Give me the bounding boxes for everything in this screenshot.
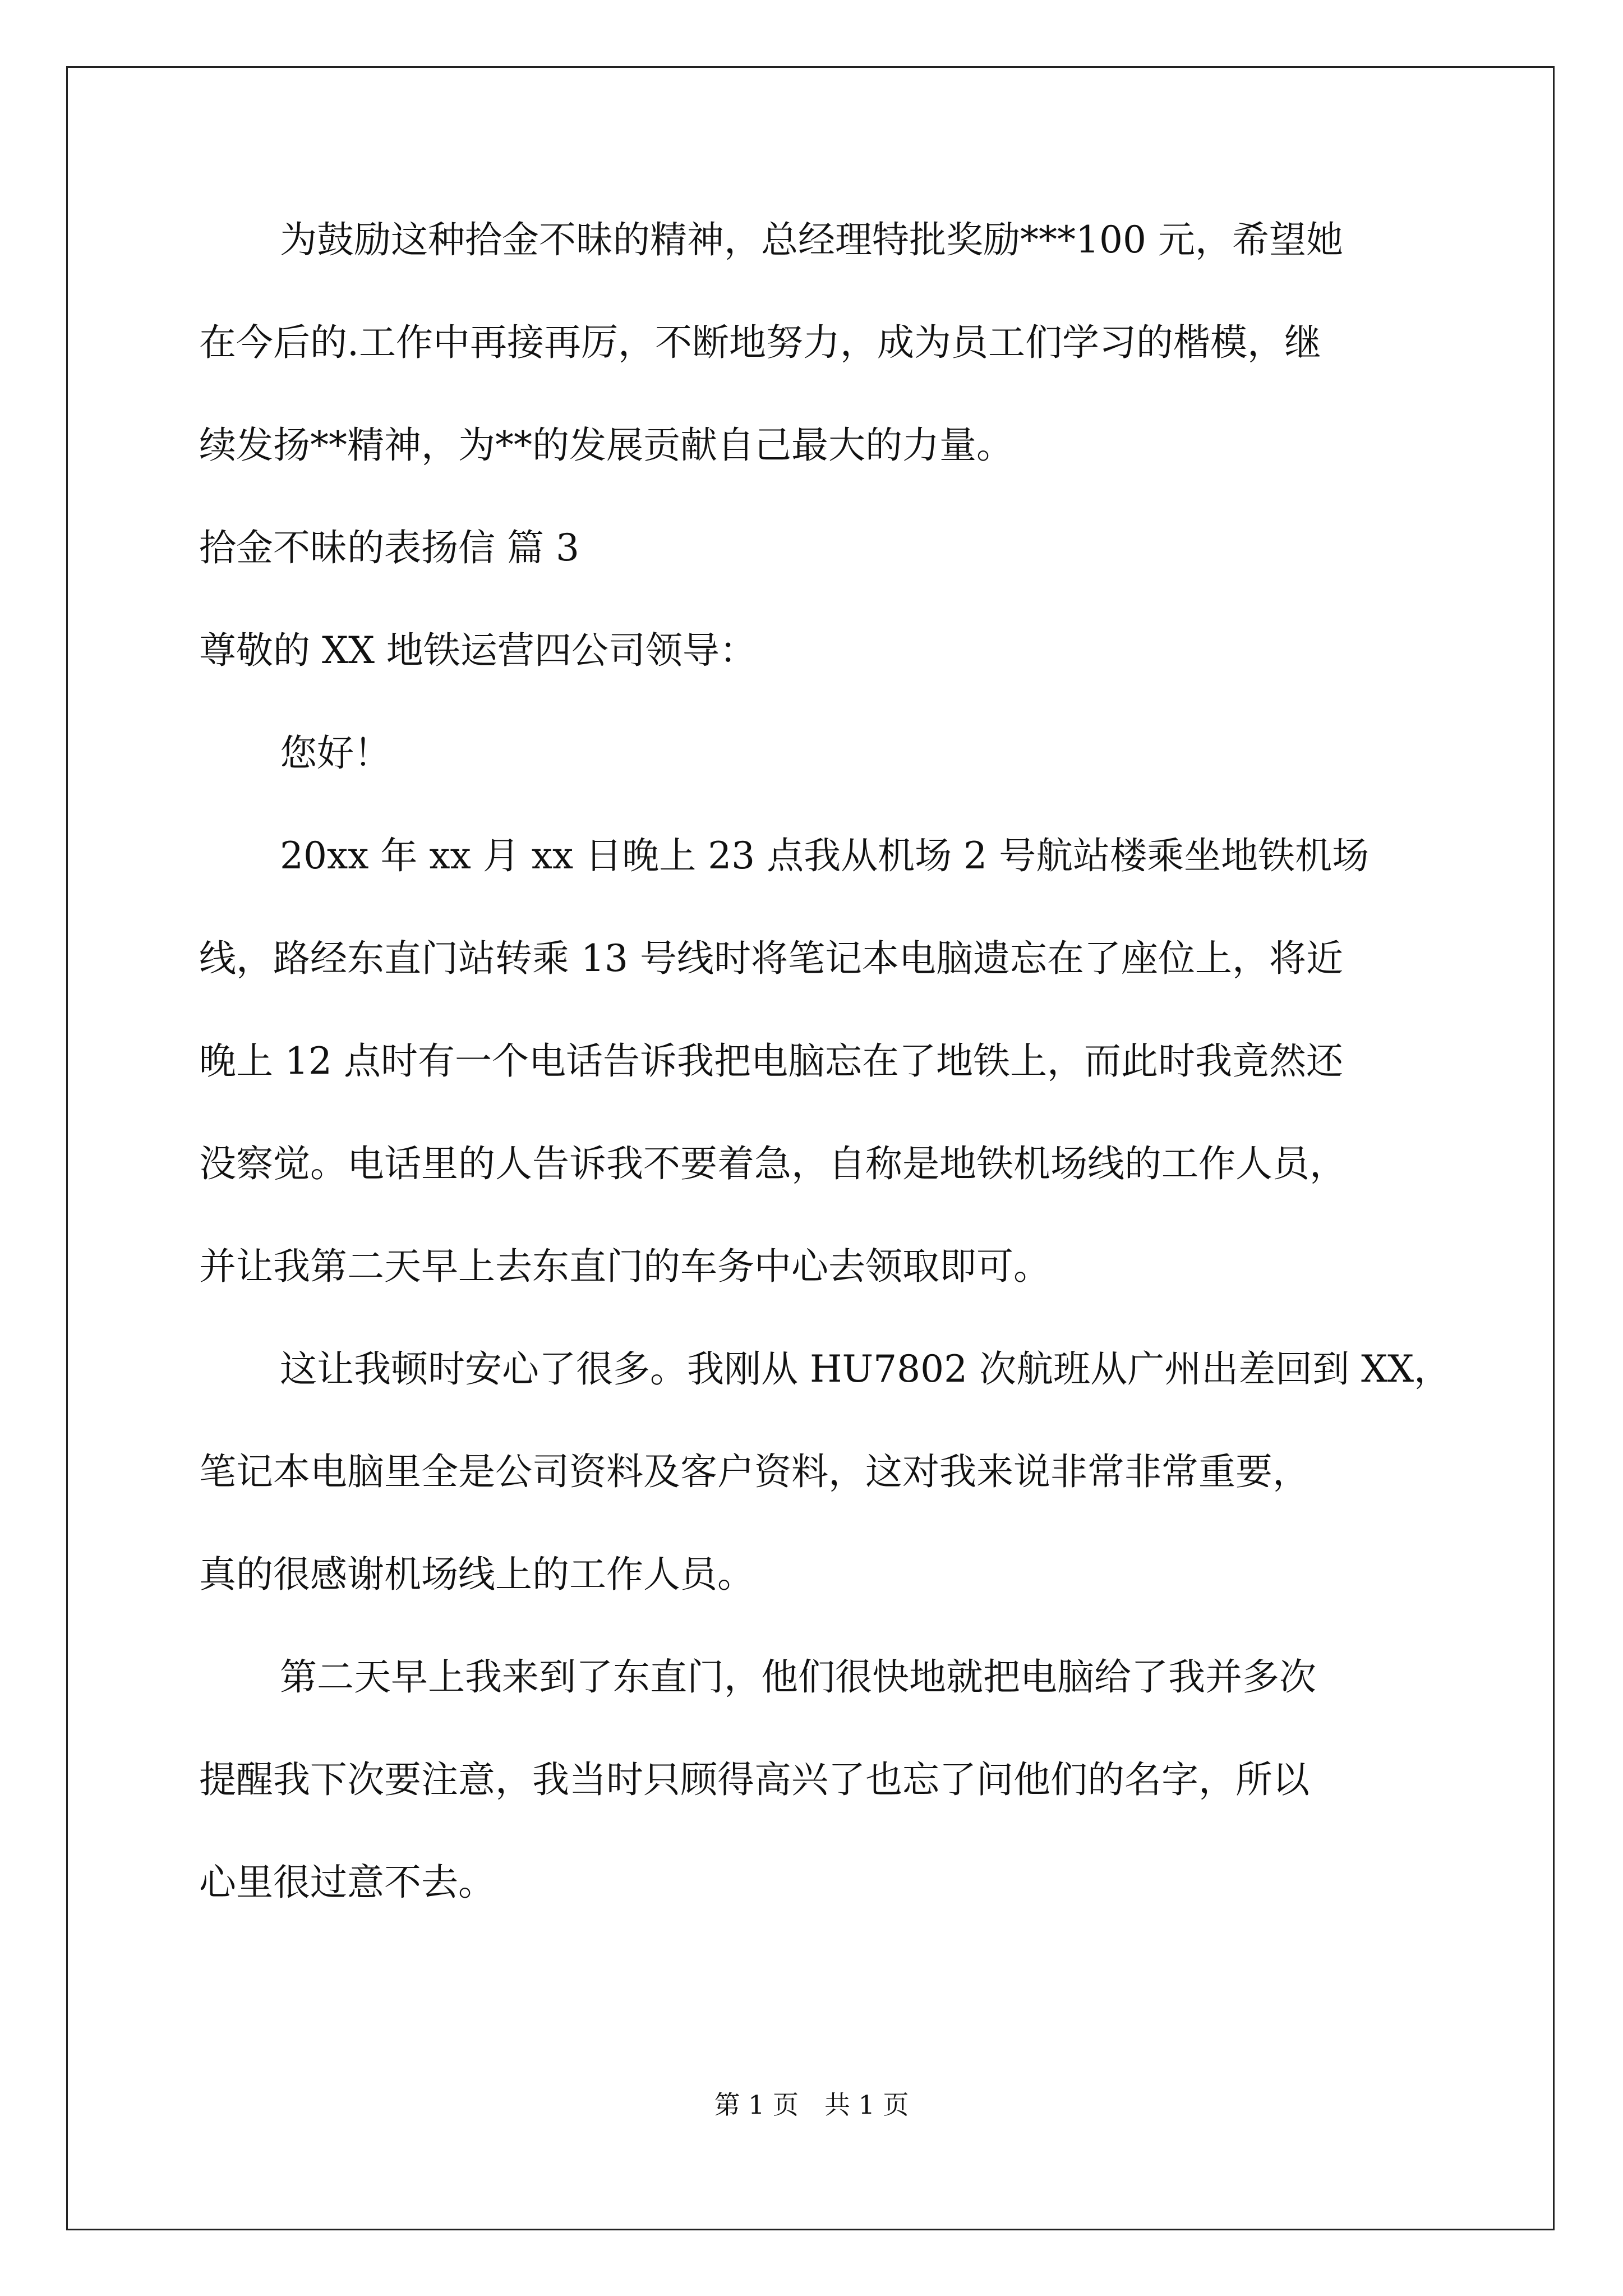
text-line: 晚上 12 点时有一个电话告诉我把电脑忘在了地铁上，而此时我竟然还: [199, 1039, 1343, 1083]
text-line: 心里很过意不去。: [199, 1861, 495, 1904]
text-line: 真的很感谢机场线上的工作人员。: [199, 1553, 754, 1596]
text-line: 20xx 年 xx 月 xx 日晚上 23 点我从机场 2 号航站楼乘坐地铁机场: [280, 834, 1370, 877]
document-body: [199, 213, 1451, 1910]
page-total: 共 1 页: [824, 2090, 909, 2120]
text-line: 在今后的.工作中再接再厉，不断地努力，成为员工们学习的楷模，继: [199, 321, 1321, 364]
text-line: 提醒我下次要注意，我当时只顾得高兴了也忘了问他们的名字，所以: [199, 1758, 1310, 1801]
greeting: 您好！: [280, 731, 391, 775]
text-line: 续发扬**精神，为**的发展贡献自己最大的力量。: [199, 424, 1013, 467]
section-heading: 拾金不昧的表扬信 篇 3: [199, 526, 579, 569]
page-footer: [0, 2088, 1623, 2122]
text-line: 并让我第二天早上去东直门的车务中心去领取即可。: [199, 1245, 1050, 1288]
text-line: 为鼓励这种拾金不昧的精神，总经理特批奖励***100 元，希望她: [280, 218, 1343, 261]
page-number: 第 1 页: [714, 2090, 799, 2120]
text-line: 这让我顿时安心了很多。我刚从 HU7802 次航班从广州出差回到 XX，: [280, 1347, 1451, 1391]
text-line: 没察觉。电话里的人告诉我不要着急，自称是地铁机场线的工作人员，: [199, 1142, 1347, 1185]
salutation: 尊敬的 XX 地铁运营四公司领导：: [199, 629, 757, 672]
text-line: 笔记本电脑里全是公司资料及客户资料，这对我来说非常非常重要，: [199, 1450, 1310, 1493]
text-line: 线，路经东直门站转乘 13 号线时将笔记本电脑遗忘在了座位上，将近: [199, 937, 1343, 980]
text-line: 第二天早上我来到了东直门，他们很快地就把电脑给了我并多次: [280, 1655, 1316, 1699]
